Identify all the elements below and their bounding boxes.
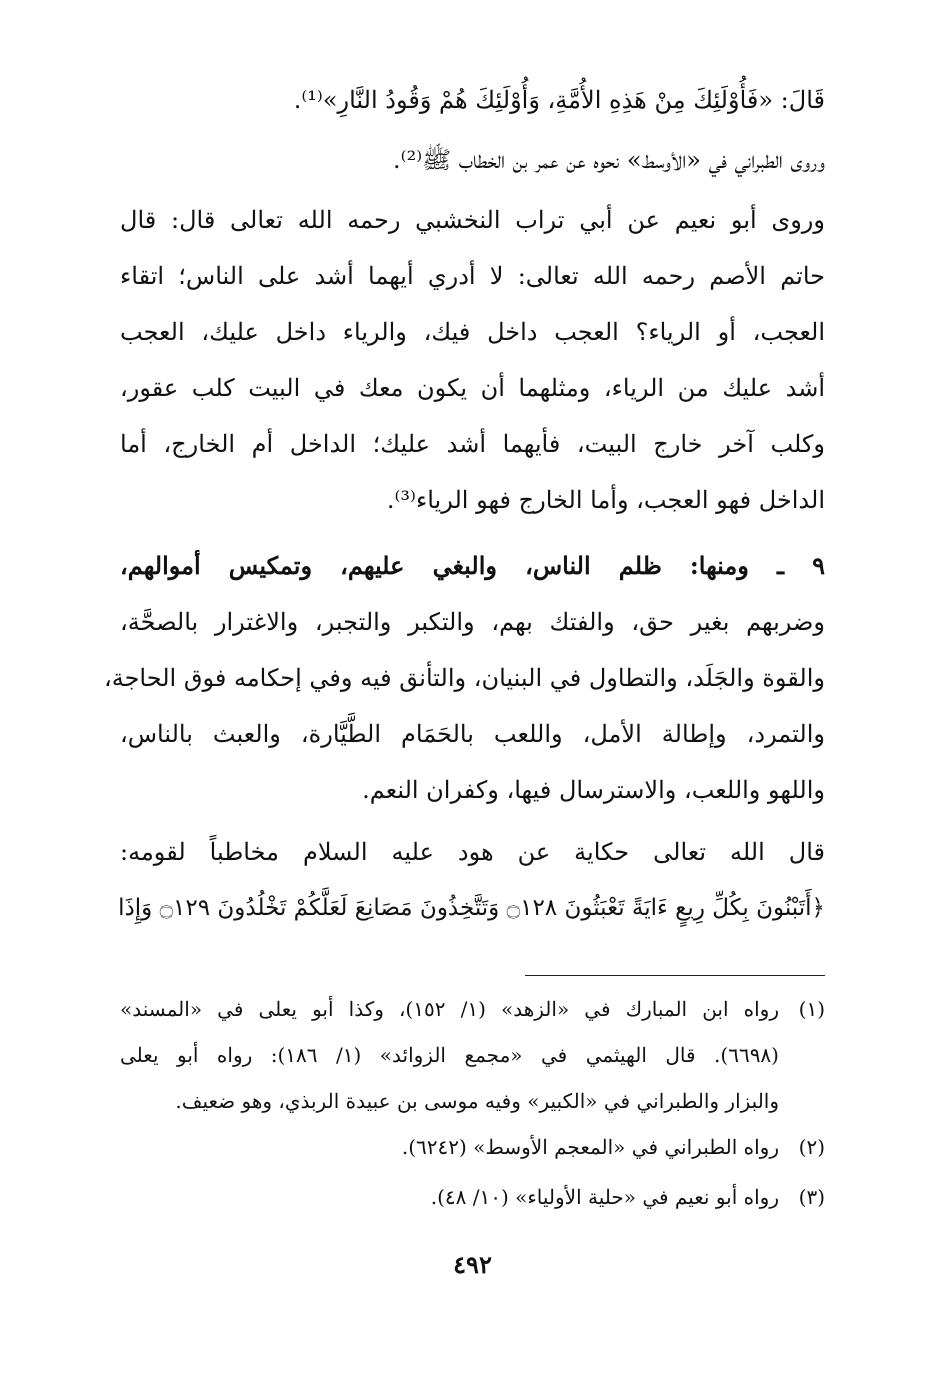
body-line-3: وروى أبو نعيم عن أبي تراب النخشبي رحمه الله تعالى قال: قال — [120, 206, 825, 234]
body-line-1: قَالَ: «فَأُوْلَئِكَ مِنْ هَذِهِ الأُمَّةِ، وَأُوْلَئِكَ هُمْ وَقُودُ النَّارِ»⁽¹⁾. — [293, 86, 825, 114]
footnote-3-number: (٣) — [798, 1185, 825, 1209]
section-heading-line: ٩ ـ ومنها: ظلم الناس، والبغي عليهم، وتمكيس أموالهم، — [120, 551, 825, 580]
body-line-12: والتمرد، وإطالة الأمل، واللعب بالحَمَام الطَّيَّارة، والعبث بالناس، — [120, 720, 825, 748]
page-number: ٤٩٢ — [453, 1250, 492, 1279]
body-line-4: حاتم الأصم رحمه الله تعالى: لا أدري أيهما أشد على الناس؛ اتقاء — [120, 262, 825, 290]
footnote-1-number: (١) — [798, 997, 825, 1021]
footnote-1-text-1: رواه ابن المبارك في «الزهد» (١/ ١٥٢)، وكذا أبو يعلى في «المسند» — [120, 997, 779, 1021]
quran-verse-line: ﴿أَتَبْنُونَ بِكُلِّ رِيعٍ ءَايَةً تَعْبَثُونَ ۝١٢٨ وَتَتَّخِذُونَ مَصَانِعَ لَعَلَّكُمْ تَخْلُدُونَ ۝١٢٩ وَإِذَا — [118, 895, 825, 921]
body-line-13: واللهو واللعب، والاسترسال فيها، وكفران النعم. — [362, 776, 825, 804]
footnote-2 — [120, 1130, 825, 1164]
body-line-2: وروى الطبراني في «الأوسط» نحوه عن عمر بن الخطاب ﷺ⁽²⁾. — [393, 146, 825, 174]
footnote-separator — [525, 975, 825, 976]
footnote-1-line-2: (٦٦٩٨). قال الهيثمي في «مجمع الزوائد» (١/ ١٨٦): رواه أبو يعلى — [120, 1043, 779, 1067]
body-line-14: قال الله تعالى حكاية عن هود عليه السلام مخاطباً لقومه: — [120, 838, 825, 866]
footnote-1-line-1 — [120, 992, 825, 1026]
footnote-2-number: (٢) — [798, 1135, 825, 1159]
footnote-3 — [120, 1180, 825, 1214]
footnote-1-line-3: والبزار والطبراني في «الكبير» وفيه موسى بن عبيدة الربذي، وهو ضعيف. — [175, 1089, 779, 1113]
body-line-10: وضربهم بغير حق، والفتك بهم، والتكبر والتجبر، والاغترار بالصحَّة، — [120, 608, 825, 636]
book-page — [103, 80, 825, 1340]
footnote-3-text: رواه أبو نعيم في «حلية الأولياء» (١٠/ ٤٨). — [430, 1185, 779, 1209]
body-line-6: أشد عليك من الرياء، ومثلهما أن يكون معك في البيت كلب عقور، — [120, 374, 825, 402]
body-line-8: الداخل فهو العجب، وأما الخارج فهو الرياء⁽³⁾. — [386, 486, 825, 514]
body-line-7: وكلب آخر خارج البيت، فأيهما أشد عليك؛ الداخل أم الخارج، أما — [120, 430, 825, 458]
body-line-11: والقوة والجَلَد، والتطاول في البنيان، والتأنق فيه وفي إحكامه فوق الحاجة، — [103, 664, 825, 692]
footnote-2-text: رواه الطبراني في «المعجم الأوسط» (٦٢٤٢). — [401, 1135, 779, 1159]
body-line-5: العجب، أو الرياء؟ العجب داخل فيك، والرياء داخل عليك، العجب — [120, 318, 825, 346]
